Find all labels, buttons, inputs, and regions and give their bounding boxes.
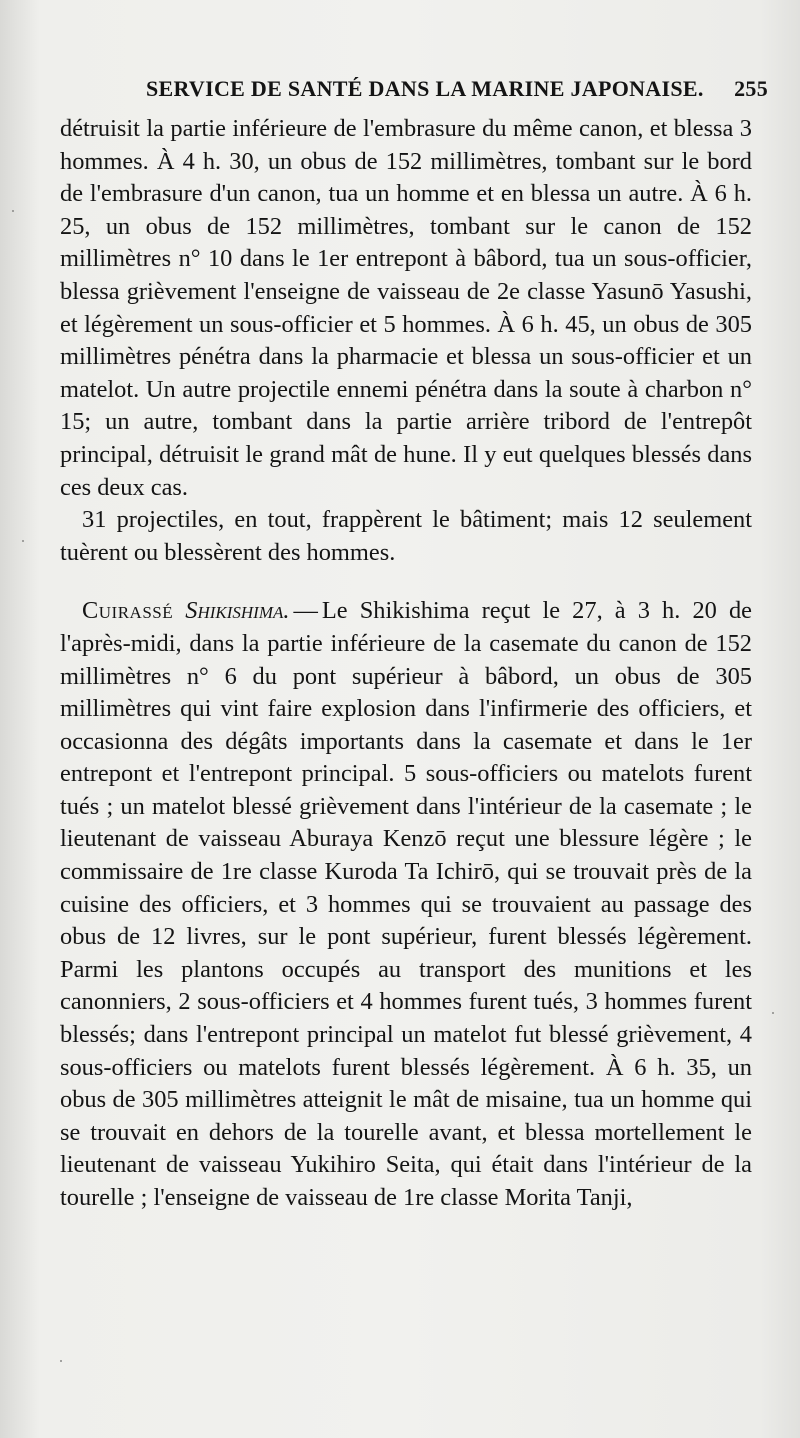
running-head [60, 76, 768, 106]
page-number: 255 [734, 76, 768, 101]
paragraph-1: détruisit la partie inférieure de l'embrasure du même canon, et blessa 3 hommes. À 4 h. 30, un obus de 152 millimètres, tombant sur le bord de l'embrasure d'un canon, tua un homme et en blessa un autre. À 6 h. 25, un obus de 152 millimètres, tombant sur le canon de 152 millimètres n° 10 dans le 1er entrepont à bâbord, tua un sous-officier, blessa grièvement l'enseigne de vaisseau de 2e classe Yasunō Yasushi, et légèrement un sous-officier et 5 hommes. À 6 h. 45, un obus de 305 millimètres pénétra dans la pharmacie et blessa un sous-officier et un matelot. Un autre projectile ennemi pénétra dans la soute à charbon n° 15; un autre, tombant dans la partie arrière tribord de l'entrepôt principal, détruisit le grand mât de hune. Il y eut quelques blessés dans ces deux cas. [60, 115, 752, 501]
section-heading-ship: Shikishima. [185, 597, 290, 625]
paragraph-3 [60, 595, 752, 1214]
scan-speck [60, 1360, 62, 1362]
section-heading-dash: — [293, 597, 318, 625]
paragraph-3-text: Le Shikishima reçut le 27, à 3 h. 20 de l'après-midi, dans la partie inférieure de la casemate du canon de 152 millimètres n° 6 du pont supérieur à bâbord, un obus de 305 millimètres qui vint faire explosion dans l'infirmerie des officiers, et occasionna des dégâts importants dans la casemate et dans le 1er entrepont et l'entrepont principal. 5 sous-officiers ou matelots furent tués ; un matelot blessé grièvement dans l'intérieur de la casemate ; le lieutenant de vaisseau Aburaya Kenzō reçut une blessure légère ; le commissaire de 1re classe Kuroda Ta Ichirō, qui se trouvait près de la cuisine des officiers, et 3 hommes qui se trouvaient au passage des obus de 12 livres, sur le pont supérieur, furent blessés légèrement. Parmi les plantons occupés au transport des munitions et les canonniers, 2 sous-officiers et 4 hommes furent tués, 3 hommes furent blessés; dans l'entrepont principal un matelot fut blessé grièvement, 4 sous-officiers ou matelots furent blessés légèrement. À 6 h. 35, un obus de 305 millimètres atteignit le mât de misaine, tua un homme qui se trouvait en dehors de la tourelle avant, et blessa mortellement le lieutenant de vaisseau Yukihiro Seita, qui était dans l'intérieur de la tourelle ; l'enseigne de vaisseau de 1re classe Morita Tanji, [60, 597, 752, 1211]
scan-speck [772, 1012, 774, 1014]
scan-speck [22, 540, 24, 542]
paragraph-2: 31 projectiles, en tout, frappèrent le bâtiment; mais 12 seulement tuèrent ou blessèrent des hommes. [60, 506, 752, 566]
scan-speck [12, 210, 14, 212]
section-heading-label: Cuirassé [82, 597, 174, 625]
running-title: SERVICE DE SANTÉ DANS LA MARINE JAPONAISE. [146, 76, 704, 101]
body-text [60, 113, 752, 1215]
